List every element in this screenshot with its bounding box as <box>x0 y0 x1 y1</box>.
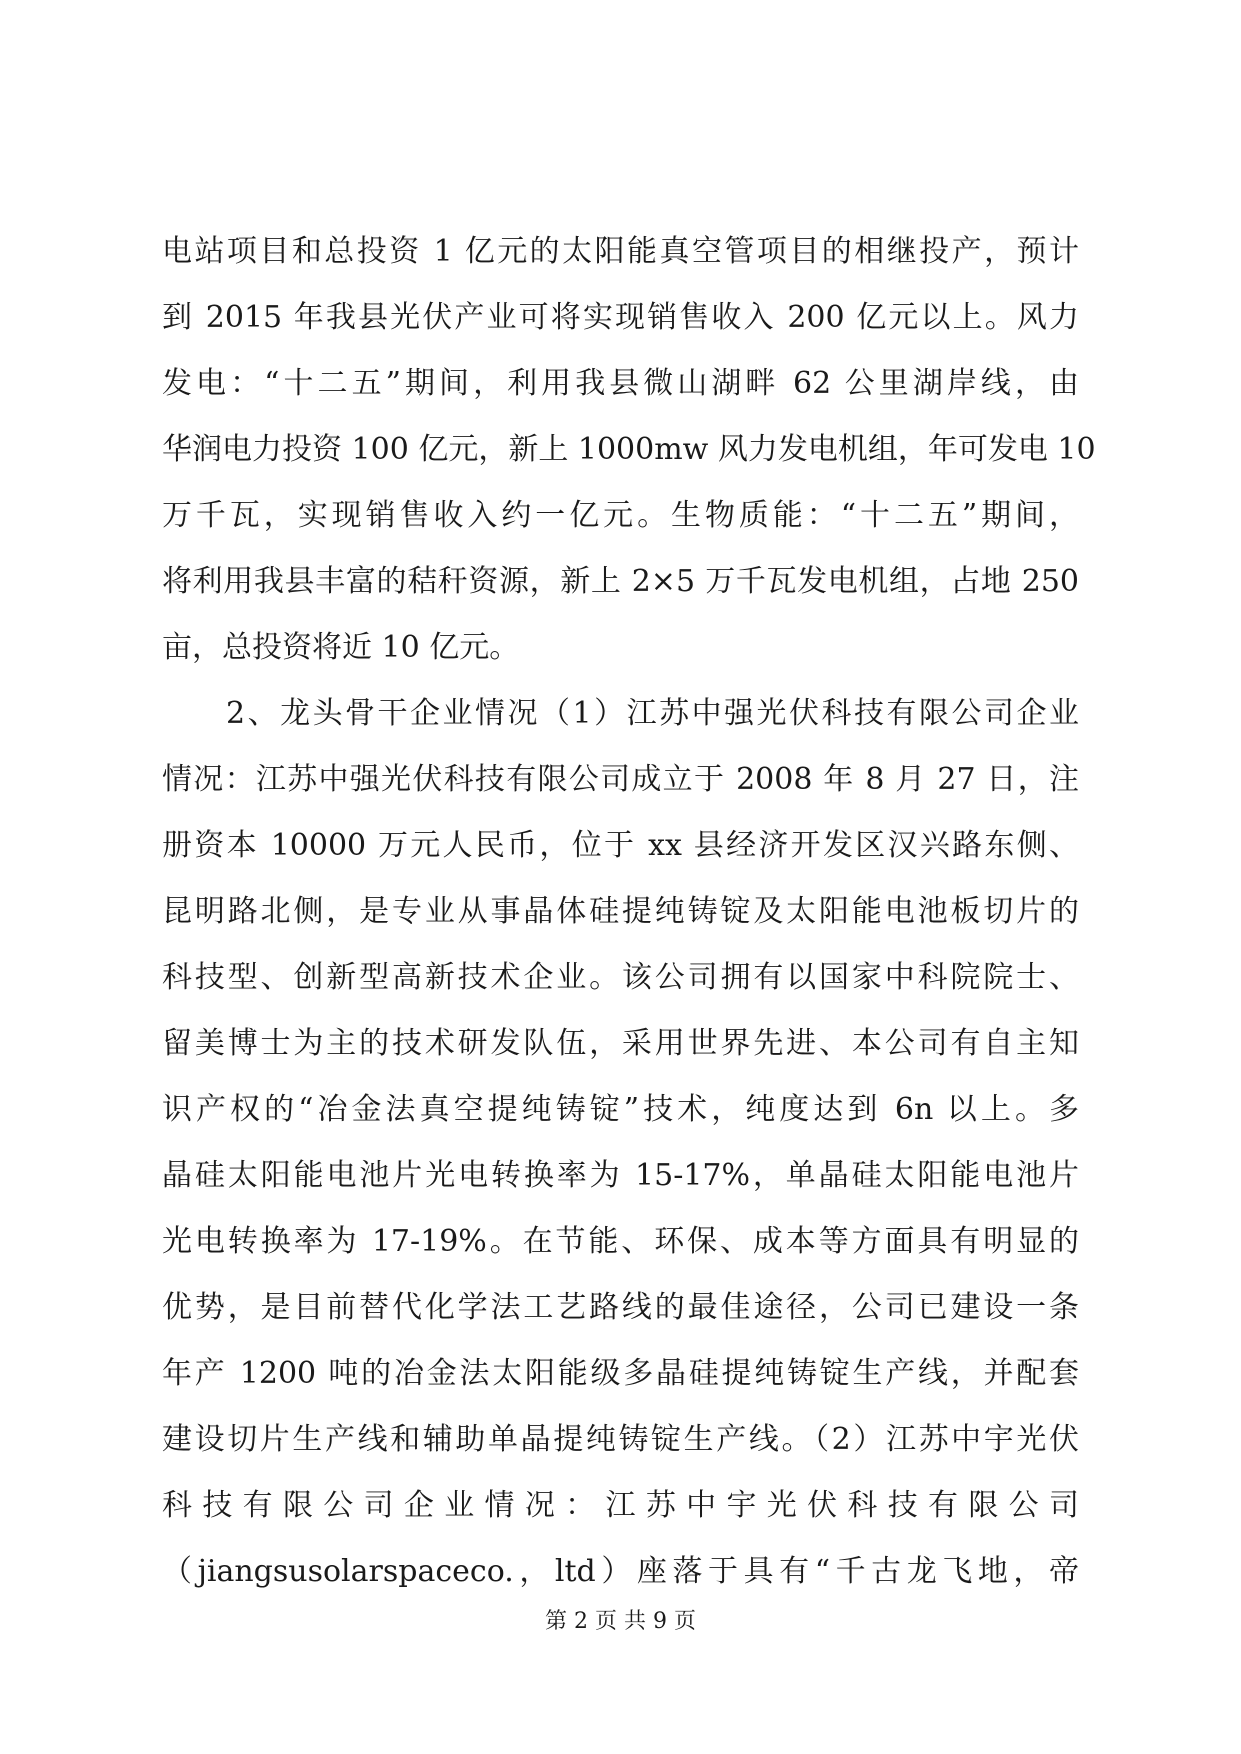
text-line: 2、龙头骨干企业情况（1）江苏中强光伏科技有限公司企业 <box>226 696 1079 731</box>
text-line: 亩，总投资将近 10 亿元。 <box>162 630 520 665</box>
text-line: 到 2015 年我县光伏产业可将实现销售收入 200 亿元以上。风力 <box>162 300 1079 335</box>
text-line: 册资本 10000 万元人民币，位于 xx 县经济开发区汉兴路东侧、 <box>162 828 1079 863</box>
text-line: 昆明路北侧，是专业从事晶体硅提纯铸锭及太阳能电池板切片的 <box>162 894 1079 929</box>
page-number-footer: 第 2 页 共 9 页 <box>545 1609 696 1634</box>
text-line: 将利用我县丰富的秸秆资源，新上 2×5 万千瓦发电机组，占地 250 <box>162 564 1079 599</box>
text-line: （jiangsusolarspaceco.，ltd）座落于具有“千古龙飞地，帝 <box>162 1554 1079 1589</box>
text-line: 华润电力投资 100 亿元，新上 1000mw 风力发电机组，年可发电 10 <box>162 432 1096 467</box>
text-line: 晶硅太阳能电池片光电转换率为 15-17%，单晶硅太阳能电池片 <box>162 1158 1079 1193</box>
text-line: 年产 1200 吨的冶金法太阳能级多晶硅提纯铸锭生产线，并配套 <box>162 1356 1079 1391</box>
text-line: 电站项目和总投资 1 亿元的太阳能真空管项目的相继投产，预计 <box>162 234 1079 269</box>
text-line: 建设切片生产线和辅助单晶提纯铸锭生产线。（2）江苏中宇光伏 <box>162 1422 1079 1457</box>
text-line: 发电：“十二五”期间，利用我县微山湖畔 62 公里湖岸线，由 <box>162 366 1079 401</box>
text-line: 科技型、创新型高新技术企业。该公司拥有以国家中科院院士、 <box>162 960 1079 995</box>
text-line: 优势，是目前替代化学法工艺路线的最佳途径，公司已建设一条 <box>162 1290 1079 1325</box>
text-line: 情况：江苏中强光伏科技有限公司成立于 2008 年 8 月 27 日，注 <box>162 762 1079 797</box>
text-line: 万千瓦，实现销售收入约一亿元。生物质能：“十二五”期间， <box>162 498 1079 533</box>
text-line: 光电转换率为 17-19%。在节能、环保、成本等方面具有明显的 <box>162 1224 1079 1259</box>
text-line: 科技有限公司企业情况：江苏中宇光伏科技有限公司 <box>162 1488 1079 1523</box>
text-line: 识产权的“冶金法真空提纯铸锭”技术，纯度达到 6n 以上。多 <box>162 1092 1079 1127</box>
text-line: 留美博士为主的技术研发队伍，采用世界先进、本公司有自主知 <box>162 1026 1079 1061</box>
